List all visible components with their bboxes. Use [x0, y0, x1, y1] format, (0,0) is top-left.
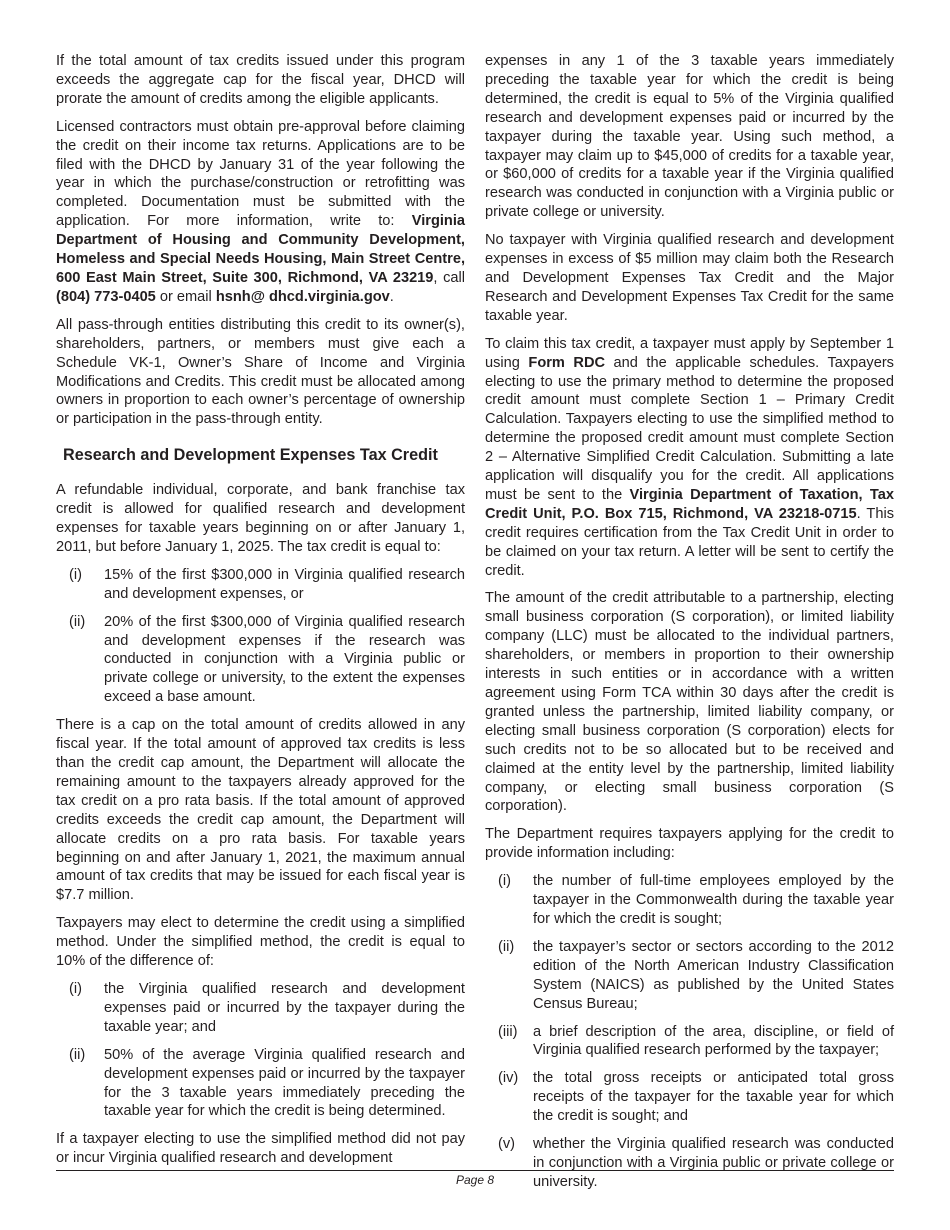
- list-item: [485, 1069, 894, 1126]
- claim-text-a: To claim this tax credit, a taxpayer must apply by September 1 using: [485, 335, 894, 371]
- paragraph-how-to-claim: [485, 335, 894, 581]
- paragraph-five-percent: expenses in any 1 of the 3 taxable years immediately preceding the taxable year for which the credit is being determined, the credit is equal to 5% of the Virginia qualified research and development expenses paid or incurred by the taxpayer during the taxable year. Using such method, a taxpayer may claim up to $45,000 of credits for a taxable year, or $60,000 of credits for a taxable year if the Virginia qualified research was conducted in conjunction with a Virginia public or private college or university.: [485, 53, 894, 221]
- list-item-text: 15% of the first $300,000 in Virginia qualified research and development expenses, or: [104, 566, 465, 602]
- paragraph-pass-through: All pass-through entities distributing this credit to its owner(s), shareholders, partners, or members must give each a Schedule VK-1, Owner’s Share of Income and Virginia Modifications and Credits. This credit must be allocated among owners in proportion to each owner’s percentage of ownership or participation in the pass-through entity.: [56, 316, 465, 428]
- page-number: Page 8: [455, 1173, 495, 1187]
- list-item-text: the total gross receipts or anticipated total gross receipts of the taxpayer for the taxable year for which the credit is sought; and: [533, 1070, 894, 1125]
- pre-approval-text: Licensed contractors must obtain pre-approval before claiming the credit on their income tax returns. Applications are to be filed with the DHCD by January 31 of the year following the year in which the purchase/construction or retrofitting was completed. Documentation must be submitted with the application. For more information, write to:: [56, 118, 465, 230]
- form-rdc: Form RDC: [528, 354, 606, 371]
- claim-text-c: . This credit requires certification from the Tax Credit Unit in order to be claimed on your tax return. A letter will be sent to certify the credit.: [485, 505, 894, 579]
- list-item: [485, 938, 894, 1014]
- or-email-text: or email: [155, 288, 216, 305]
- dhcd-email: hsnh@ dhcd.virginia.gov: [215, 288, 390, 305]
- list-item-text: the number of full-time employees employed by the taxpayer in the Commonwealth during the taxable year for which the credit is sought;: [533, 873, 894, 927]
- dhcd-address: Virginia Department of Housing and Community Development, Homeless and Special Needs Housing, Main Street Centre, 600 East Main Street, Suite 300, Richmond, VA 23219: [56, 213, 465, 286]
- claim-text-b: and the applicable schedules. Taxpayers electing to use the primary method to determine the proposed credit amount must complete Section 1 – Primary Credit Calculation. Taxpayers electing to use the simplified method to determine the proposed credit amount must complete Section 2 – Alternative Simplified Credit Calculation. Submitting a late application will disqualify you for the credit. All applications must be sent to the: [485, 354, 894, 503]
- paragraph-simplified-method: Taxpayers may elect to determine the credit using a simplified method. Under the simplified method, the credit is equal to 10% of the difference of:: [56, 915, 465, 970]
- tax-credit-unit-address: Virginia Department of Taxation, Tax Credit Unit, P.O. Box 715, Richmond, VA 23218-0715: [485, 486, 894, 522]
- list-item-number: (ii): [498, 938, 515, 955]
- list-item-number: (v): [498, 1136, 516, 1153]
- required-info-list: [485, 872, 894, 1192]
- list-item-text: 50% of the average Virginia qualified research and development expenses paid or incurred by the taxpayer for the 3 taxable years immediately preceding the taxable year for which the credit is being determined.: [104, 1046, 465, 1120]
- simplified-method-list: [56, 980, 465, 1121]
- paragraph-allocation: The amount of the credit attributable to a partnership, electing small business corporation (S corporation), or limited liability company (LLC) must be allocated to the individual partners, shareholders, or members in proportion to their ownership interests in such entities or in accordance with a written agreement using Form TCA within 30 days after the credit is granted unless the partnership, limited liability company, or electing small business corporation (S corporation) elects for such credits not to be so allocated but to be received and claimed at the entity level by the partnership, limited liability company, or electing small business corporation (S corporation).: [485, 590, 894, 815]
- call-text: , call: [433, 269, 465, 286]
- list-item-text: 20% of the first $300,000 of Virginia qualified research and development expenses if the research was conducted in conjunction with a Virginia public or private college or university, to the extent the expenses exceed a base amount.: [104, 613, 465, 706]
- paragraph-credit-cap: There is a cap on the total amount of credits allowed in any fiscal year. If the total amount of approved tax credits is less than the credit cap amount, the Department will allocate the remaining amount to the taxpayers already approved for the tax credit on a pro rata basis. If the total amount of approved credits exceeds the credit cap amount, the Department will allocate credits on a pro rata basis. For taxable years beginning on and after January 1, 2021, the maximum annual amount of tax credits that may be issued for each fiscal year is $7.7 million.: [56, 717, 465, 904]
- list-item: [56, 566, 465, 604]
- paragraph-required-info: The Department requires taxpayers applying for the credit to provide information including:: [485, 826, 894, 862]
- list-item-text: whether the Virginia qualified research was conducted in conjunction with a Virginia public or private college or university.: [533, 1136, 894, 1190]
- list-item-number: (i): [69, 980, 82, 997]
- right-column: [485, 52, 894, 1201]
- paragraph-pre-approval: [56, 118, 465, 307]
- list-item-number: (ii): [69, 1046, 86, 1063]
- list-item-number: (i): [69, 566, 82, 583]
- list-item-text: the Virginia qualified research and development expenses paid or incurred by the taxpayer during the taxable year; and: [104, 980, 465, 1035]
- list-item: [56, 613, 465, 708]
- left-column: [56, 52, 465, 1177]
- period: .: [389, 288, 394, 305]
- paragraph-no-expenses: If a taxpayer electing to use the simplified method did not pay or incur Virginia qualified research and development: [56, 1131, 465, 1167]
- list-item-number: (iii): [498, 1023, 518, 1040]
- list-item: [56, 980, 465, 1037]
- list-item-number: (iv): [498, 1070, 519, 1087]
- dhcd-phone: (804) 773-0405: [56, 288, 156, 305]
- list-item-text: the taxpayer’s sector or sectors according to the 2012 edition of the North American Industry Classification System (NAICS) as published by the United States Census Bureau;: [533, 938, 894, 1012]
- list-item: [56, 1046, 465, 1122]
- list-item: [485, 872, 894, 929]
- paragraph-prorate: If the total amount of tax credits issued under this program exceeds the aggregate cap for the fiscal year, DHCD will prorate the amount of credits among the eligible applicants.: [56, 53, 465, 107]
- list-item-number: (i): [498, 873, 511, 890]
- list-item-text: a brief description of the area, discipline, or field of Virginia qualified research performed by the taxpayer;: [533, 1023, 894, 1059]
- credit-rate-list: [56, 566, 465, 707]
- paragraph-five-million-limit: No taxpayer with Virginia qualified research and development expenses in excess of $5 million may claim both the Research and Development Expenses Tax Credit and the Major Research and Development Expenses Tax Credit for the same taxable year.: [485, 232, 894, 324]
- section-heading-rd-credit: Research and Development Expenses Tax Credit: [63, 446, 438, 465]
- list-item-number: (ii): [69, 613, 86, 630]
- list-item: [485, 1023, 894, 1061]
- paragraph-refundable-credit: A refundable individual, corporate, and bank franchise tax credit is allowed for qualified research and development expenses for taxable years beginning on or after January 1, 2011, but before January 1, 2025. The tax credit is equal to:: [56, 482, 465, 555]
- footer-rule: [56, 1170, 894, 1171]
